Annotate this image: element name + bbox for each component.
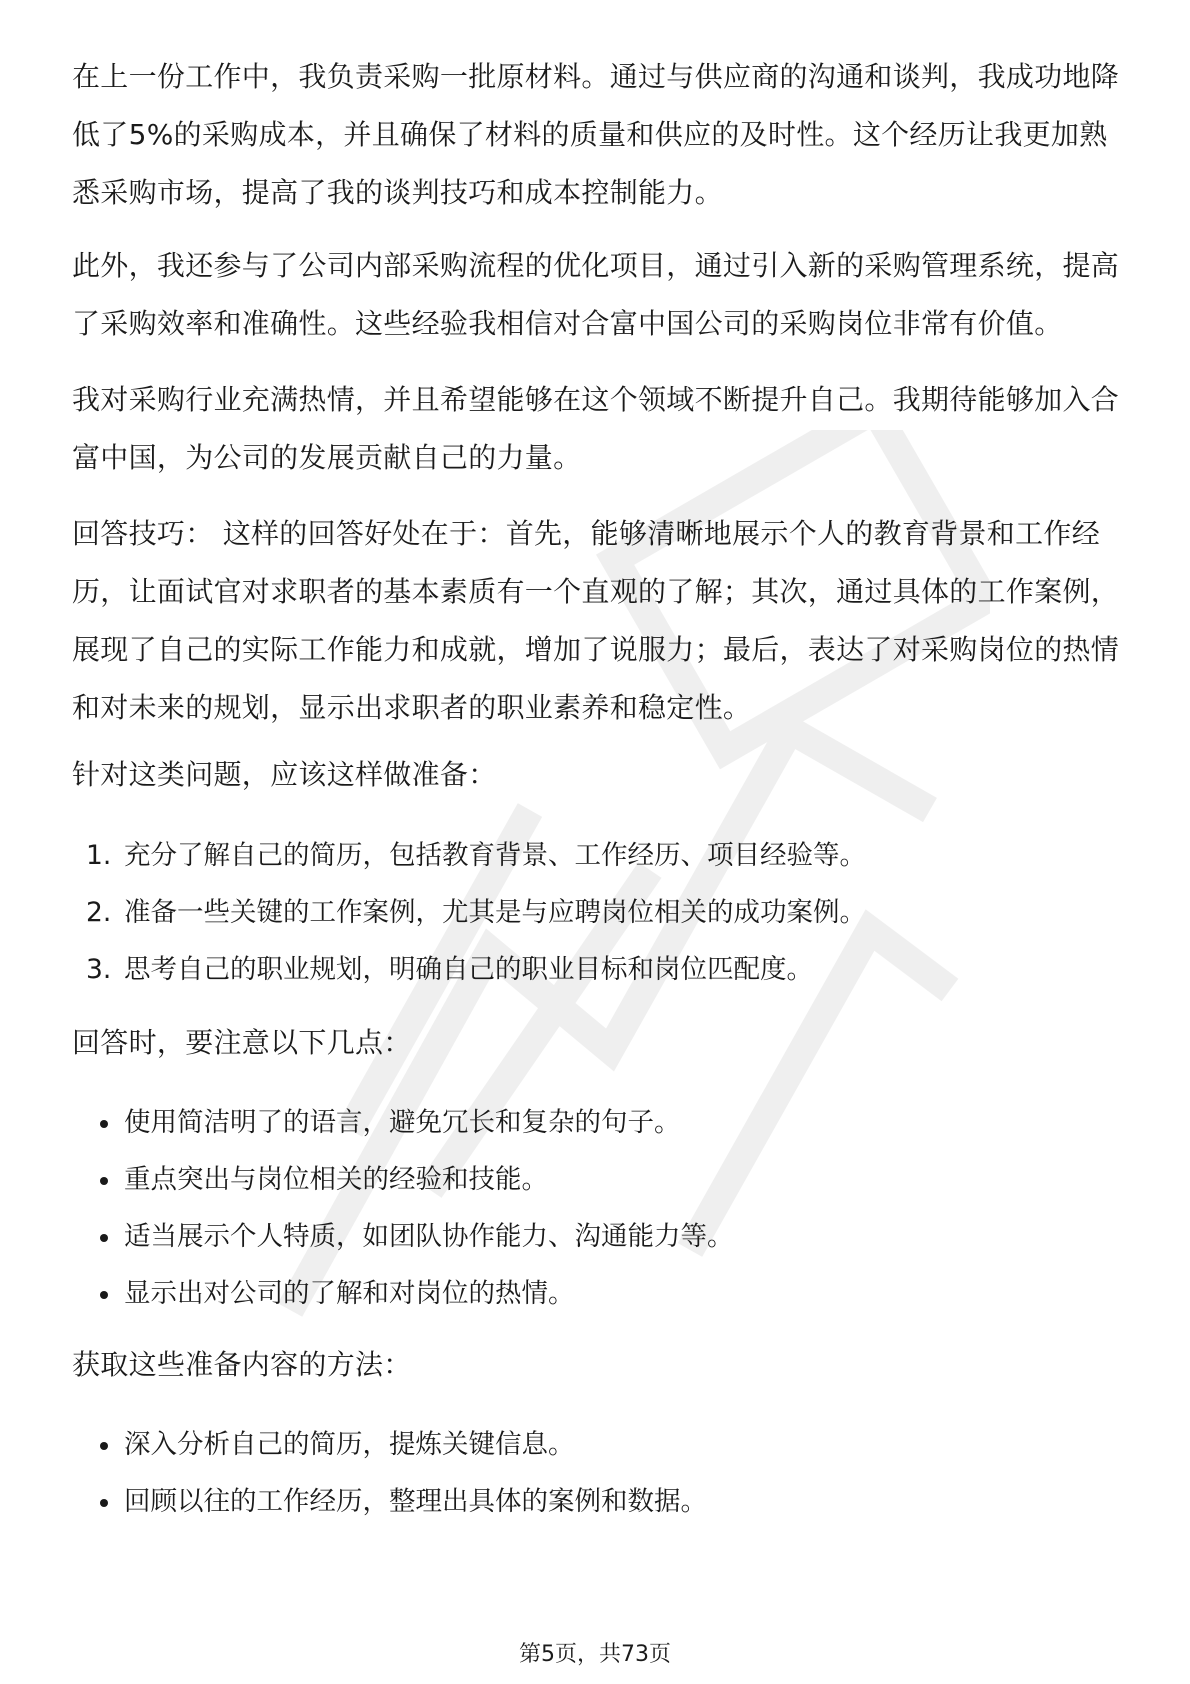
list-item-text: 准备一些关键的工作案例，尤其是与应聘岗位相关的成功案例。 [124,897,866,928]
bullet-icon [100,1291,108,1299]
list-item [72,1416,1122,1473]
list-item [72,884,1122,941]
notes-heading: 回答时，要注意以下几点： [72,1026,412,1059]
list-item [72,1208,1122,1265]
list-item [72,1473,1122,1530]
list-item-text: 重点突出与岗位相关的经验和技能。 [124,1164,548,1195]
list-item-text: 使用简洁明了的语言，避免冗长和复杂的句子。 [124,1107,681,1138]
notes-list [72,1094,1122,1322]
prep-list [72,827,1122,998]
list-item-text: 适当展示个人特质，如团队协作能力、沟通能力等。 [124,1221,734,1252]
list-item [72,1151,1122,1208]
bullet-icon [100,1499,108,1507]
bullet-icon [100,1120,108,1128]
list-item [72,1094,1122,1151]
bullet-icon [100,1234,108,1242]
page-number: 第5页，共73页 [519,1642,671,1667]
methods-list [72,1416,1122,1530]
list-item [72,941,1122,998]
list-number: 3. [86,954,112,985]
list-item-text: 回顾以往的工作经历，整理出具体的案例和数据。 [124,1486,707,1517]
bullet-icon [100,1442,108,1450]
list-item-text: 充分了解自己的简历，包括教育背景、工作经历、项目经验等。 [124,840,866,871]
list-item-text: 显示出对公司的了解和对岗位的热情。 [124,1278,575,1309]
bullet-icon [100,1177,108,1185]
list-number: 2. [86,897,112,928]
list-item [72,827,1122,884]
paragraph-passion: 我对采购行业充满热情，并且希望能够在这个领域不断提升自己。我期待能够加入合富中国，为公司的发展贡献自己的力量。 [72,383,1120,474]
prep-heading: 针对这类问题，应该这样做准备： [72,758,497,791]
methods-heading: 获取这些准备内容的方法： [72,1348,412,1381]
list-number: 1. [86,840,112,871]
list-item-text: 深入分析自己的简历，提炼关键信息。 [124,1429,575,1460]
list-item [72,1265,1122,1322]
paragraph-tips: 回答技巧： 这样的回答好处在于：首先，能够清晰地展示个人的教育背景和工作经历，让面试官对求职者的基本素质有一个直观的了解；其次，通过具体的工作案例，展现了自己的实际工作能力和成就，增加了说服力；最后，表达了对采购岗位的热情和对未来的规划，显示出求职者的职业素养和稳定性。 [72,517,1120,724]
paragraph-project: 此外，我还参与了公司内部采购流程的优化项目，通过引入新的采购管理系统，提高了采购效率和准确性。这些经验我相信对合富中国公司的采购岗位非常有价值。 [72,249,1120,340]
list-item-text: 思考自己的职业规划，明确自己的职业目标和岗位匹配度。 [124,954,813,985]
paragraph-experience: 在上一份工作中，我负责采购一批原材料。通过与供应商的沟通和谈判，我成功地降低了5%的采购成本，并且确保了材料的质量和供应的及时性。这个经历让我更加熟悉采购市场，提高了我的谈判技巧和成本控制能力。 [72,60,1120,209]
